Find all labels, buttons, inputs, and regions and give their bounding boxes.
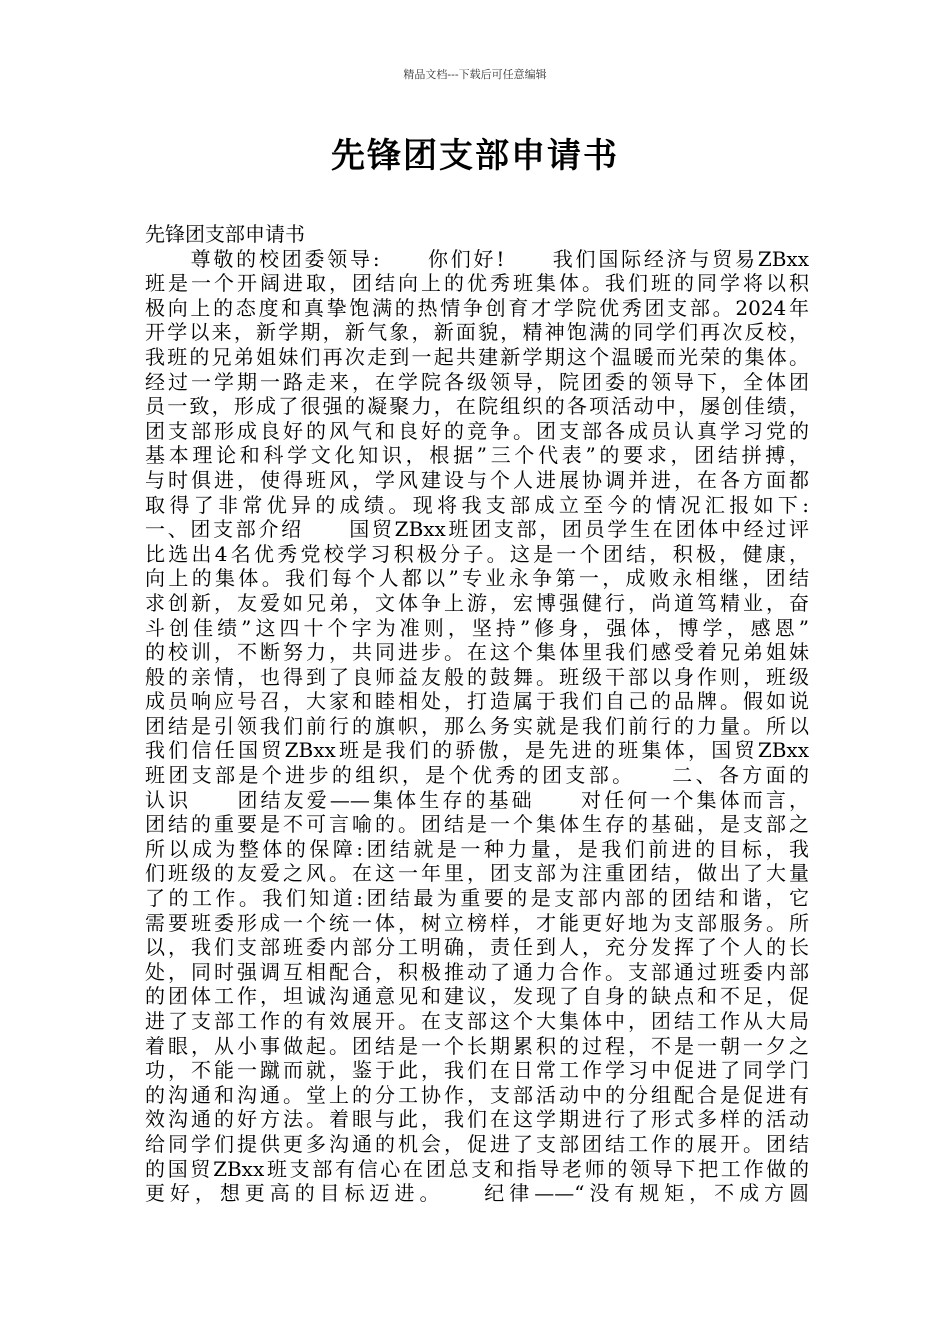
- body-line: 给同学们提供更多沟通的机会，促进了支部团结工作的展开。团结: [145, 1131, 809, 1156]
- body-line: 取得了非常优异的成绩。现将我支部成立至今的情况汇报如下:: [145, 492, 809, 517]
- body-line: 团结是引领我们前行的旗帜，那么务实就是我们前行的力量。所以: [145, 713, 809, 738]
- body-line: 我们信任国贸ZBxx班是我们的骄傲，是先进的班集体，国贸ZBxx: [145, 738, 809, 763]
- body-line: 班团支部是个进步的组织，是个优秀的团支部。 二、各方面的: [145, 763, 809, 788]
- body-line: 需要班委形成一个统一体，树立榜样，才能更好地为支部服务。所: [145, 910, 809, 935]
- document-body: [145, 222, 809, 1206]
- body-line: 经过一学期一路走来，在学院各级领导，院团委的领导下，全体团: [145, 369, 809, 394]
- body-line: 一、团支部介绍 国贸ZBxx班团支部，团员学生在团体中经过评: [145, 517, 809, 542]
- body-line: 认识 团结友爱——集体生存的基础 对任何一个集体而言，: [145, 787, 809, 812]
- body-line: 团支部形成良好的风气和良好的竞争。团支部各成员认真学习党的: [145, 418, 809, 443]
- document-title: 先锋团支部申请书: [331, 136, 619, 176]
- body-line: 所以成为整体的保障:团结就是一种力量，是我们前进的目标，我: [145, 836, 809, 861]
- header-note: 精品文档---下载后可任意编辑: [403, 68, 547, 81]
- body-line: 更好，想更高的目标迈进。 纪律——“没有规矩，不成方圆: [145, 1181, 809, 1206]
- body-line: 成员响应号召，大家和睦相处，打造属于我们自己的品牌。假如说: [145, 689, 809, 714]
- body-line: 我班的兄弟姐妹们再次走到一起共建新学期这个温暖而光荣的集体。: [145, 344, 809, 369]
- body-line: 比选出4名优秀党校学习积极分子。这是一个团结，积极，健康，: [145, 541, 809, 566]
- body-line: 以，我们支部班委内部分工明确，责任到人，充分发挥了个人的长: [145, 935, 809, 960]
- body-line: 向上的集体。我们每个人都以”专业永争第一，成败永相继，团结: [145, 566, 809, 591]
- body-line: 进了支部工作的有效展开。在支部这个大集体中，团结工作从大局: [145, 1009, 809, 1033]
- body-line: 员一致，形成了很强的凝聚力，在院组织的各项活动中，屡创佳绩，: [145, 394, 809, 419]
- body-line: 的沟通和沟通。堂上的分工协作，支部活动中的分组配合是促进有: [145, 1082, 809, 1107]
- body-line: 先锋团支部申请书: [145, 222, 305, 246]
- body-line: 开学以来，新学期，新气象，新面貌，精神饱满的同学们再次反校，: [145, 320, 809, 345]
- body-line: 的团体工作，坦诚沟通意见和建议，发现了自身的缺点和不足，促: [145, 984, 809, 1009]
- body-line: 求创新，友爱如兄弟，文体争上游，宏博强健行，尚道笃精业，奋: [145, 590, 809, 615]
- body-line: 着眼，从小事做起。团结是一个长期累积的过程，不是一朝一夕之: [145, 1033, 809, 1058]
- body-line: 了的工作。我们知道:团结最为重要的是支部内部的团结和谐，它: [145, 886, 809, 911]
- body-line: 斗创佳绩”这四十个字为准则，坚持”修身，强体，博学，感恩”: [145, 615, 809, 640]
- body-line: 尊敬的校团委领导: 你们好! 我们国际经济与贸易ZBxx: [145, 246, 809, 271]
- body-line: 的校训，不断努力，共同进步。在这个集体里我们感受着兄弟姐妹: [145, 640, 809, 665]
- body-line: 与时俱进，使得班风，学风建设与个人进展协调并进，在各方面都: [145, 467, 809, 492]
- body-line: 基本理论和科学文化知识，根据”三个代表”的要求，团结拼搏，: [145, 443, 809, 468]
- body-line: 般的亲情，也得到了良师益友般的鼓舞。班级干部以身作则，班级: [145, 664, 809, 689]
- body-line: 效沟通的好方法。着眼与此，我们在这学期进行了形式多样的活动: [145, 1107, 809, 1132]
- body-line: 功，不能一蹴而就，鉴于此，我们在日常工作学习中促进了同学门: [145, 1058, 809, 1083]
- body-line: 处，同时强调互相配合，积极推动了通力合作。支部通过班委内部: [145, 959, 809, 984]
- body-line: 们班级的友爱之风。在这一年里，团支部为注重团结，做出了大量: [145, 861, 809, 886]
- body-line: 班是一个开阔进取，团结向上的优秀班集体。我们班的同学将以积: [145, 271, 809, 296]
- body-line: 极向上的态度和真挚饱满的热情争创育才学院优秀团支部。2024年: [145, 295, 809, 320]
- body-line: 团结的重要是不可言喻的。团结是一个集体生存的基础，是支部之: [145, 812, 809, 837]
- body-line: 的国贸ZBxx班支部有信心在团总支和指导老师的领导下把工作做的: [145, 1156, 809, 1181]
